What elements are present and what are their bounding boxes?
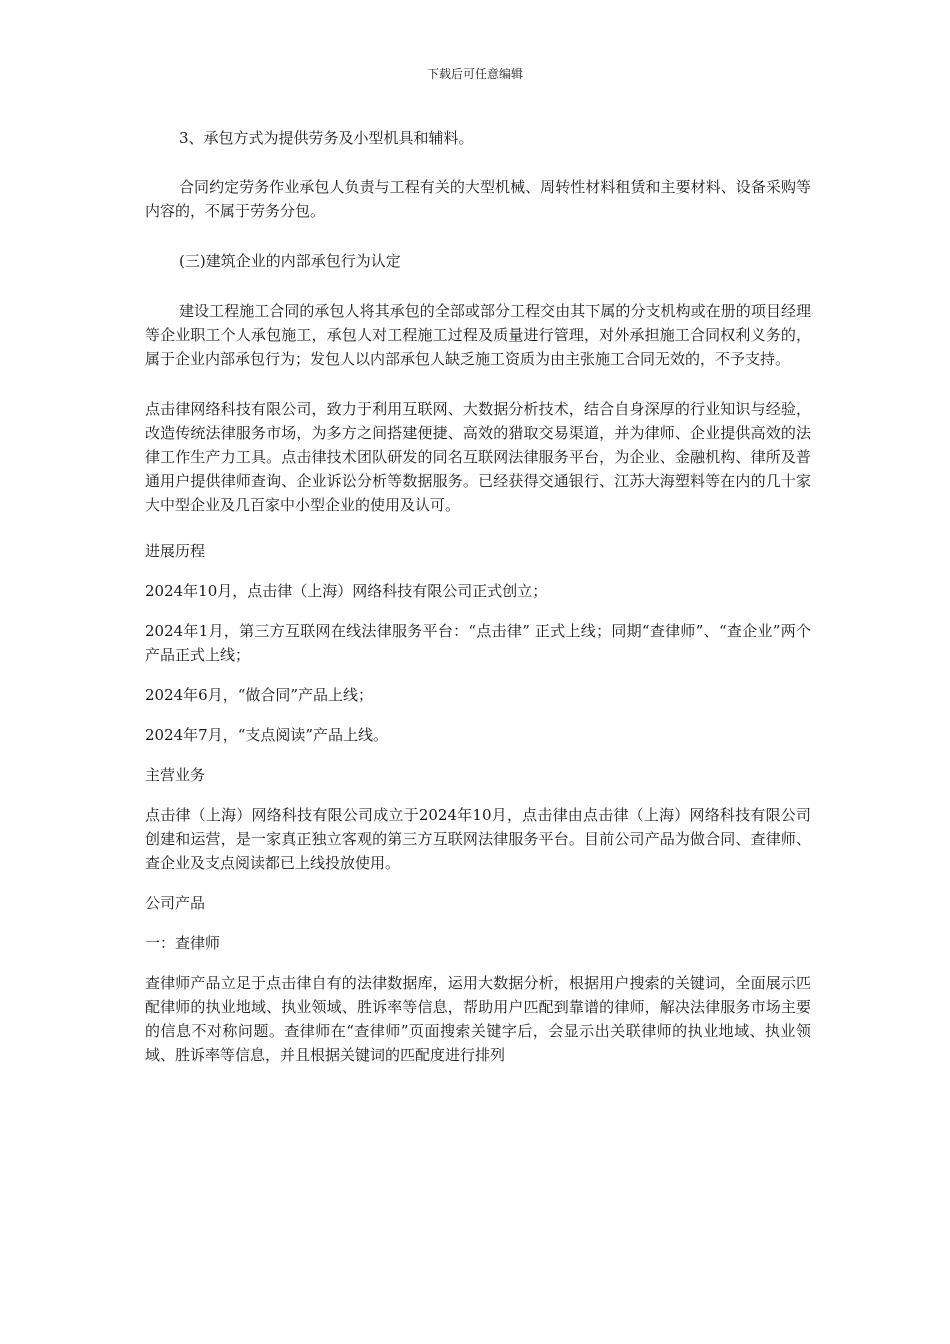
paragraph-internal-contracting: 建设工程施工合同的承包人将其承包的全部或部分工程交由其下属的分支机构或在册的项目经理等企业职工个人承包施工，承包人对工程施工过程及质量进行管理，对外承担施工合同权利义务的，属于企业内部承包行为；发包人以内部承包人缺乏施工资质为由主张施工合同无效的，不予支持。	[145, 302, 811, 368]
page-header-note: 下载后可任意编辑	[426, 67, 523, 81]
paragraph-main-business: 点击律（上海）网络科技有限公司成立于2024年10月，点击律由点击律（上海）网络科技有限公司创建和运营，是一家真正独立客观的第三方互联网法律服务平台。目前公司产品为做合同、查律师、查企业及支点阅读都已上线投放使用。	[145, 806, 811, 872]
history-item-founded: 2024年10月，点击律（上海）网络科技有限公司正式创立；	[145, 582, 548, 600]
paragraph-lawyer-search: 查律师产品立足于点击律自有的法律数据库，运用大数据分析，根据用户搜索的关键词，全面展示匹配律师的执业地域、执业领域、胜诉率等信息，帮助用户匹配到靠谱的律师，解决法律服务市场主要的信息不对称问题。查律师在“查律师”页面搜索关键字后，会显示出关联律师的执业地域、执业领域、胜诉率等信息，并且根据关键词的匹配度进行排列	[145, 974, 811, 1064]
paragraph-contract-method: 3、承包方式为提供劳务及小型机具和辅料。	[179, 129, 474, 147]
history-item-platform-launch: 2024年1月，第三方互联网在线法律服务平台：“点击律” 正式上线；同期“查律师”、“查企业”两个产品正式上线；	[145, 622, 811, 664]
heading-company-products: 公司产品	[145, 894, 206, 912]
heading-development-history: 进展历程	[145, 542, 206, 560]
heading-product-lawyer-search: 一：查律师	[145, 934, 221, 952]
paragraph-company-intro: 点击律网络科技有限公司，致力于利用互联网、大数据分析技术，结合自身深厚的行业知识与经验，改造传统法律服务市场，为多方之间搭建便捷、高效的猎取交易渠道，并为律师、企业提供高效的法律工作生产力工具。点击律技术团队研发的同名互联网法律服务平台，为企业、金融机构、律所及普通用户提供律师查询、企业诉讼分析等数据服务。已经获得交通银行、江苏大海塑料等在内的几十家大中型企业及几百家中小型企业的使用及认可。	[145, 400, 811, 514]
heading-main-business: 主营业务	[145, 766, 206, 784]
paragraph-labor-exclusion: 合同约定劳务作业承包人负责与工程有关的大型机械、周转性材料租赁和主要材料、设备采购等内容的，不属于劳务分包。	[145, 178, 811, 220]
document-body	[145, 126, 811, 1067]
section-heading-internal-contracting: (三)建筑企业的内部承包行为认定	[179, 252, 401, 270]
history-item-reading-product: 2024年7月，“支点阅读”产品上线。	[145, 726, 389, 744]
history-item-contract-product: 2024年6月，“做合同”产品上线；	[145, 686, 374, 704]
